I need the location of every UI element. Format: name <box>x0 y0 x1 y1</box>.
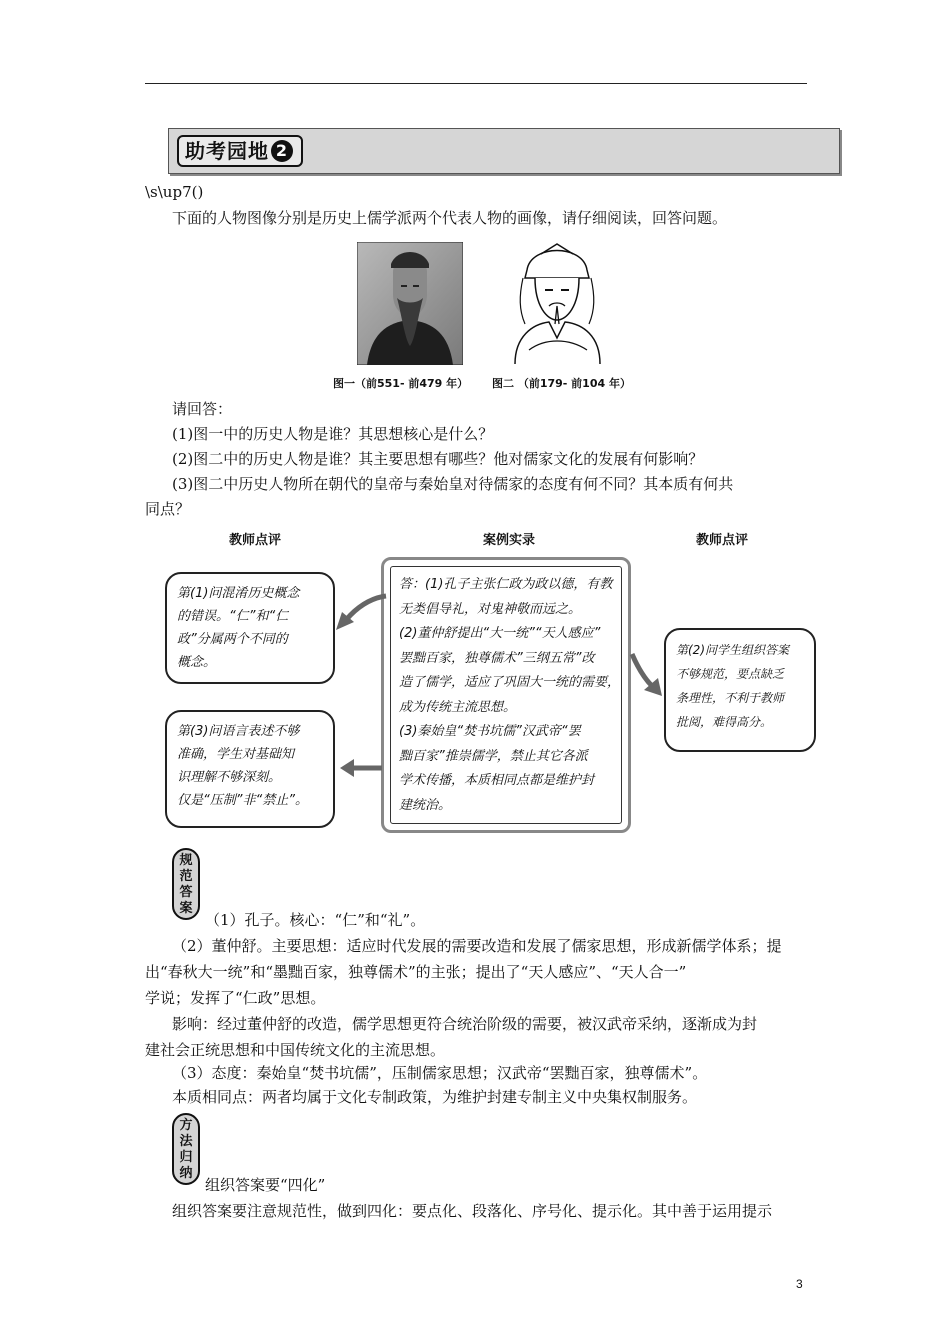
banner-tag <box>177 135 303 167</box>
comment-1-line: 第(1)问混淆历史概念 <box>177 586 300 601</box>
confucius-portrait <box>357 242 463 365</box>
figure-caption-1: 图一（前551- 前479 年） <box>333 377 469 390</box>
standard-answer-badge-text: 规范答案 <box>179 853 193 916</box>
answer-2-line1: （2）董仲舒。主要思想：适应时代发展的需要改造和发展了儒家思想，形成新儒学体系；提 <box>172 937 782 955</box>
standard-answer-badge <box>172 848 200 920</box>
case-line: (2)董仲舒提出“大一统”“天人感应” <box>399 626 601 641</box>
case-record-handwriting <box>390 566 622 824</box>
arrow-to-comment-1-icon <box>330 590 390 635</box>
comment-1-line: 的错误。“仁”和“仁 <box>177 609 289 624</box>
arrow-to-comment-2-icon <box>338 757 384 779</box>
header-teacher-comment-left: 教师点评 <box>229 533 282 548</box>
figure-caption-2: 图二 （前179- 前104 年） <box>492 377 631 390</box>
case-line: 建统治。 <box>399 797 452 813</box>
case-record-box <box>381 557 631 833</box>
answer-essence: 本质相同点：两者均属于文化专制政策，为维护封建专制主义中央集权制服务。 <box>172 1088 698 1106</box>
banner-title: 助考园地 <box>185 139 269 163</box>
case-line: 学术传播，本质相同点都是维护封 <box>399 773 595 788</box>
case-line: 无类倡导礼，对鬼神敬而远之。 <box>399 601 582 617</box>
header-case-record: 案例实录 <box>483 533 536 548</box>
header-rule <box>145 83 807 84</box>
equation-field-code: \s\up7() <box>145 183 204 201</box>
comment-3-line: 第(2)问学生组织答案 <box>676 643 789 657</box>
comment-3-line: 批阅，难得高分。 <box>676 715 773 729</box>
answer-3: （3）态度：秦始皇“焚书坑儒”，压制儒家思想；汉武帝“罢黜百家，独尊儒术”。 <box>172 1064 708 1082</box>
intro-text: 下面的人物图像分别是历史上儒学派两个代表人物的画像，请仔细阅读，回答问题。 <box>172 209 728 227</box>
question-3-line1: (3)图二中历史人物所在朝代的皇帝与秦始皇对待儒家的态度有何不同？其本质有何共 <box>172 475 734 493</box>
influence-line2: 建社会正统思想和中国传统文化的主流思想。 <box>145 1041 446 1059</box>
page-number: 3 <box>796 1277 803 1291</box>
comment-bubble-3 <box>664 628 816 752</box>
comment-3-line: 不够规范，要点缺乏 <box>676 667 785 681</box>
comment-3-line: 条理性，不利于教师 <box>676 691 785 705</box>
case-line: 造了儒学，适应了巩固大一统的需要， <box>399 675 621 690</box>
comment-1-line: 政”分属两个不同的 <box>177 632 288 647</box>
case-line: (3)秦始皇“焚书坑儒”汉武帝“罢 <box>399 724 581 739</box>
banner-number-badge: 2 <box>271 140 293 162</box>
question-1: (1)图一中的历史人物是谁？其思想核心是什么？ <box>172 425 494 443</box>
questions-prompt: 请回答： <box>172 400 233 418</box>
comment-bubble-2 <box>165 710 335 828</box>
header-teacher-comment-right: 教师点评 <box>696 533 749 548</box>
arrow-to-comment-3-icon <box>628 650 668 700</box>
question-3-line2: 同点？ <box>145 500 191 518</box>
comment-2-line: 仅是“压制”非“禁止”。 <box>177 793 308 808</box>
section-banner <box>168 128 840 174</box>
comment-2-line: 准确，学生对基础知 <box>177 747 295 762</box>
method-body: 组织答案要注意规范性，做到四化：要点化、段落化、序号化、提示化。其中善于运用提示 <box>172 1202 773 1220</box>
influence-line1: 影响：经过董仲舒的改造，儒学思想更符合统治阶级的需要，被汉武帝采纳，逐渐成为封 <box>172 1015 758 1033</box>
comment-2-line: 识理解不够深刻。 <box>177 770 282 785</box>
comment-1-line: 概念。 <box>177 655 217 670</box>
method-badge-text: 方法归纳 <box>179 1118 193 1181</box>
case-line: 成为传统主流思想。 <box>399 699 517 715</box>
case-line: 答：(1)孔子主张仁政为政以德，有教 <box>399 577 613 592</box>
answer-2-line2: 出“春秋大一统”和“墨黜百家，独尊儒术”的主张；提出了“天人感应”、“天人合一” <box>145 963 687 981</box>
method-title: 组织答案要“四化” <box>205 1176 326 1194</box>
dong-zhongshu-portrait <box>505 240 610 365</box>
question-2: (2)图二中的历史人物是谁？其主要思想有哪些？他对儒家文化的发展有何影响？ <box>172 450 704 468</box>
answer-2-line3: 学说；发挥了“仁政”思想。 <box>145 989 326 1007</box>
case-line: 罢黜百家，独尊儒术”三纲五常”改 <box>399 650 595 666</box>
comment-bubble-1 <box>165 572 335 684</box>
comment-2-line: 第(3)问语言表述不够 <box>177 724 300 739</box>
answer-1: （1）孔子。核心：“仁”和“礼”。 <box>205 911 426 929</box>
case-line: 黜百家”推崇儒学，禁止其它各派 <box>399 748 588 764</box>
method-badge <box>172 1113 200 1185</box>
